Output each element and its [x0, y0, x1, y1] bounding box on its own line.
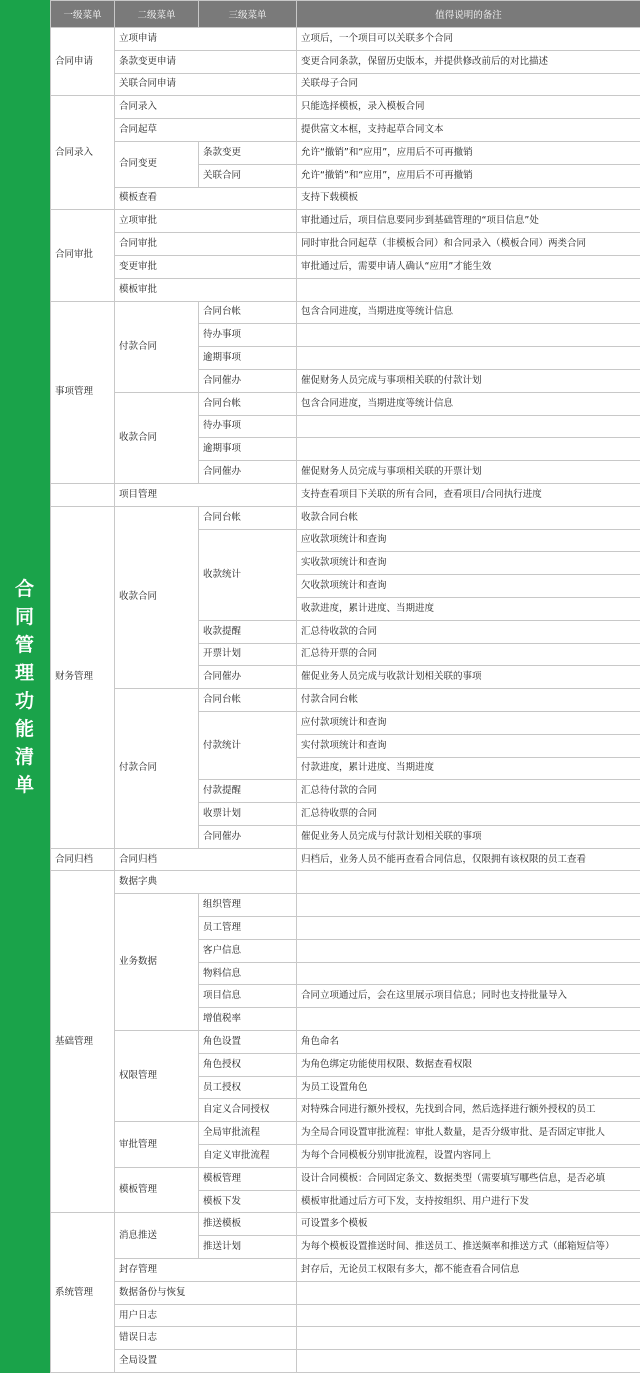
header-row [51, 1, 640, 28]
notes-cell: 封存后，无论员工权限有多大，都不能查看合同信息 [297, 1259, 640, 1282]
level2-cell: 合同审批 [115, 233, 297, 256]
table-row [51, 50, 640, 73]
header-level2: 二级菜单 [115, 1, 199, 28]
level2-cell: 模板管理 [115, 1167, 199, 1213]
level3-cell: 收票计划 [199, 803, 297, 826]
level2-cell: 合同变更 [115, 141, 199, 187]
notes-cell: 催促财务人员完成与事项相关联的开票计划 [297, 461, 640, 484]
table-row [51, 392, 640, 415]
notes-cell [297, 1304, 640, 1327]
level2-cell: 模板查看 [115, 187, 297, 210]
notes-cell [297, 278, 640, 301]
level2-cell: 付款合同 [115, 689, 199, 849]
table-row [51, 187, 640, 210]
notes-cell: 允许“撤销”和“应用”，应用后不可再撤销 [297, 164, 640, 187]
table-row [51, 689, 640, 712]
level2-cell: 立项申请 [115, 28, 297, 51]
level3-cell: 关联合同 [199, 164, 297, 187]
level3-cell: 推送模板 [199, 1213, 297, 1236]
level3-cell: 开票计划 [199, 643, 297, 666]
notes-cell: 收款进度，累计进度、当期进度 [297, 597, 640, 620]
notes-cell: 催促业务人员完成与收款计划相关联的事项 [297, 666, 640, 689]
table-row [51, 894, 640, 917]
level3-cell: 待办事项 [199, 415, 297, 438]
notes-cell: 欠收款项统计和查询 [297, 575, 640, 598]
table-row [51, 1327, 640, 1350]
notes-cell [297, 324, 640, 347]
level2-cell: 收款合同 [115, 392, 199, 483]
level1-cell: 合同录入 [51, 96, 115, 210]
notes-cell: 对特殊合同进行额外授权，先找到合同，然后选择进行额外授权的员工 [297, 1099, 640, 1122]
level3-cell: 自定义审批流程 [199, 1145, 297, 1168]
notes-cell [297, 1350, 640, 1373]
notes-cell [297, 1281, 640, 1304]
notes-cell [297, 1327, 640, 1350]
level1-cell: 合同审批 [51, 210, 115, 301]
notes-cell: 合同立项通过后，会在这里展示项目信息；同时也支持批量导入 [297, 985, 640, 1008]
notes-cell: 汇总待付款的合同 [297, 780, 640, 803]
level2-cell: 变更审批 [115, 255, 297, 278]
table-row [51, 848, 640, 871]
table-row [51, 871, 640, 894]
header-level1: 一级菜单 [51, 1, 115, 28]
notes-cell: 包含合同进度，当期进度等统计信息 [297, 392, 640, 415]
level2-cell: 关联合同申请 [115, 73, 297, 96]
level3-cell: 收款统计 [199, 529, 297, 620]
notes-cell: 为每个合同模板分别审批流程，设置内容同上 [297, 1145, 640, 1168]
notes-cell: 收款合同台帐 [297, 506, 640, 529]
notes-cell: 为员工设置角色 [297, 1076, 640, 1099]
level2-cell: 消息推送 [115, 1213, 199, 1259]
table-row [51, 1031, 640, 1054]
level3-cell: 模板管理 [199, 1167, 297, 1190]
notes-cell: 实收款项统计和查询 [297, 552, 640, 575]
notes-cell: 允许“撤销”和“应用”，应用后不可再撤销 [297, 141, 640, 164]
table-row [51, 1167, 640, 1190]
notes-cell: 关联母子合同 [297, 73, 640, 96]
level3-cell: 合同台帐 [199, 301, 297, 324]
level2-cell: 项目管理 [115, 483, 297, 506]
level2-cell: 业务数据 [115, 894, 199, 1031]
level3-cell: 客户信息 [199, 939, 297, 962]
header-level3: 三级菜单 [199, 1, 297, 28]
notes-cell: 应收款项统计和查询 [297, 529, 640, 552]
level3-cell: 合同台帐 [199, 689, 297, 712]
header-notes: 值得说明的备注 [297, 1, 640, 28]
notes-cell: 支持下载模板 [297, 187, 640, 210]
notes-cell: 催促财务人员完成与事项相关联的付款计划 [297, 369, 640, 392]
table-row [51, 1281, 640, 1304]
level3-cell: 逾期事项 [199, 438, 297, 461]
level1-cell: 基础管理 [51, 871, 115, 1213]
table-row [51, 73, 640, 96]
level3-cell: 物料信息 [199, 962, 297, 985]
table-row [51, 96, 640, 119]
level1-cell [51, 483, 115, 506]
table-row [51, 278, 640, 301]
level2-cell: 权限管理 [115, 1031, 199, 1122]
level3-cell: 付款统计 [199, 711, 297, 779]
level3-cell: 项目信息 [199, 985, 297, 1008]
notes-cell [297, 939, 640, 962]
table-row [51, 119, 640, 142]
level2-cell: 封存管理 [115, 1259, 297, 1282]
level1-cell: 合同申请 [51, 28, 115, 96]
level2-cell: 数据备份与恢复 [115, 1281, 297, 1304]
level3-cell: 条款变更 [199, 141, 297, 164]
notes-cell: 付款合同台帐 [297, 689, 640, 712]
table-row [51, 210, 640, 233]
notes-cell: 包含合同进度，当期进度等统计信息 [297, 301, 640, 324]
level3-cell: 全局审批流程 [199, 1122, 297, 1145]
level3-cell: 增值税率 [199, 1008, 297, 1031]
level3-cell: 自定义合同授权 [199, 1099, 297, 1122]
level2-cell: 错误日志 [115, 1327, 297, 1350]
level3-cell: 角色设置 [199, 1031, 297, 1054]
table-row [51, 1350, 640, 1373]
table-row [51, 233, 640, 256]
table-row [51, 28, 640, 51]
notes-cell: 同时审批合同起草（非模板合同）和合同录入（模板合同）两类合同 [297, 233, 640, 256]
notes-cell [297, 917, 640, 940]
level3-cell: 合同催办 [199, 369, 297, 392]
notes-cell [297, 894, 640, 917]
sidebar-banner [0, 0, 50, 1373]
level2-cell: 审批管理 [115, 1122, 199, 1168]
table-row [51, 301, 640, 324]
notes-cell: 变更合同条款，保留历史版本，并提供修改前后的对比描述 [297, 50, 640, 73]
notes-cell: 模板审批通过后方可下发，支持按组织、用户进行下发 [297, 1190, 640, 1213]
notes-cell: 提供富文本框，支持起草合同文本 [297, 119, 640, 142]
notes-cell: 实付款项统计和查询 [297, 734, 640, 757]
level3-cell: 待办事项 [199, 324, 297, 347]
level2-cell: 模板审批 [115, 278, 297, 301]
notes-cell: 应付款项统计和查询 [297, 711, 640, 734]
table-row [51, 1259, 640, 1282]
notes-cell: 为全局合同设置审批流程：审批人数量，是否分级审批、是否固定审批人 [297, 1122, 640, 1145]
level3-cell: 合同催办 [199, 825, 297, 848]
notes-cell [297, 871, 640, 894]
level1-cell: 合同归档 [51, 848, 115, 871]
notes-cell: 立项后，一个项目可以关联多个合同 [297, 28, 640, 51]
table-row [51, 1122, 640, 1145]
level2-cell: 立项审批 [115, 210, 297, 233]
level2-cell: 付款合同 [115, 301, 199, 392]
level3-cell: 合同台帐 [199, 392, 297, 415]
level3-cell: 合同催办 [199, 461, 297, 484]
level2-cell: 合同录入 [115, 96, 297, 119]
level1-cell: 财务管理 [51, 506, 115, 848]
notes-cell: 付款进度，累计进度、当期进度 [297, 757, 640, 780]
notes-cell: 汇总待开票的合同 [297, 643, 640, 666]
table-row [51, 141, 640, 164]
level2-cell: 数据字典 [115, 871, 297, 894]
notes-cell [297, 347, 640, 370]
level3-cell: 合同催办 [199, 666, 297, 689]
table-body [51, 28, 640, 1373]
level3-cell: 收款提醒 [199, 620, 297, 643]
level2-cell: 用户日志 [115, 1304, 297, 1327]
level2-cell: 条款变更申请 [115, 50, 297, 73]
level3-cell: 合同台帐 [199, 506, 297, 529]
notes-cell: 审批通过后，需要申请人确认“应用”才能生效 [297, 255, 640, 278]
notes-cell: 汇总待收款的合同 [297, 620, 640, 643]
level3-cell: 推送计划 [199, 1236, 297, 1259]
level2-cell: 合同归档 [115, 848, 297, 871]
table-row [51, 255, 640, 278]
level3-cell: 逾期事项 [199, 347, 297, 370]
level3-cell: 组织管理 [199, 894, 297, 917]
level3-cell: 员工授权 [199, 1076, 297, 1099]
notes-cell [297, 962, 640, 985]
notes-cell: 汇总待收票的合同 [297, 803, 640, 826]
notes-cell: 为每个模板设置推送时间、推送员工、推送频率和推送方式（邮箱短信等） [297, 1236, 640, 1259]
level1-cell: 事项管理 [51, 301, 115, 483]
table-row [51, 1213, 640, 1236]
table-row [51, 483, 640, 506]
notes-cell: 支持查看项目下关联的所有合同，查看项目/合同执行进度 [297, 483, 640, 506]
notes-cell: 设计合同模板：合同固定条文、数据类型（需要填写哪些信息，是否必填 [297, 1167, 640, 1190]
level2-cell: 合同起草 [115, 119, 297, 142]
level2-cell: 收款合同 [115, 506, 199, 688]
level3-cell: 员工管理 [199, 917, 297, 940]
notes-cell: 为角色绑定功能使用权限、数据查看权限 [297, 1053, 640, 1076]
sidebar-title: 合同管理功能清单 [14, 577, 35, 796]
notes-cell: 审批通过后，项目信息要同步到基础管理的“项目信息”处 [297, 210, 640, 233]
level3-cell: 模板下发 [199, 1190, 297, 1213]
notes-cell: 只能选择模板，录入模板合同 [297, 96, 640, 119]
notes-cell [297, 1008, 640, 1031]
table-row [51, 1304, 640, 1327]
level2-cell: 全局设置 [115, 1350, 297, 1373]
notes-cell [297, 415, 640, 438]
table-row [51, 506, 640, 529]
level3-cell: 付款提醒 [199, 780, 297, 803]
level3-cell: 角色授权 [199, 1053, 297, 1076]
notes-cell: 归档后，业务人员不能再查看合同信息，仅限拥有该权限的员工查看 [297, 848, 640, 871]
function-list-table [50, 0, 640, 1373]
notes-cell: 可设置多个模板 [297, 1213, 640, 1236]
notes-cell [297, 438, 640, 461]
level1-cell: 系统管理 [51, 1213, 115, 1373]
notes-cell: 催促业务人员完成与付款计划相关联的事项 [297, 825, 640, 848]
notes-cell: 角色命名 [297, 1031, 640, 1054]
